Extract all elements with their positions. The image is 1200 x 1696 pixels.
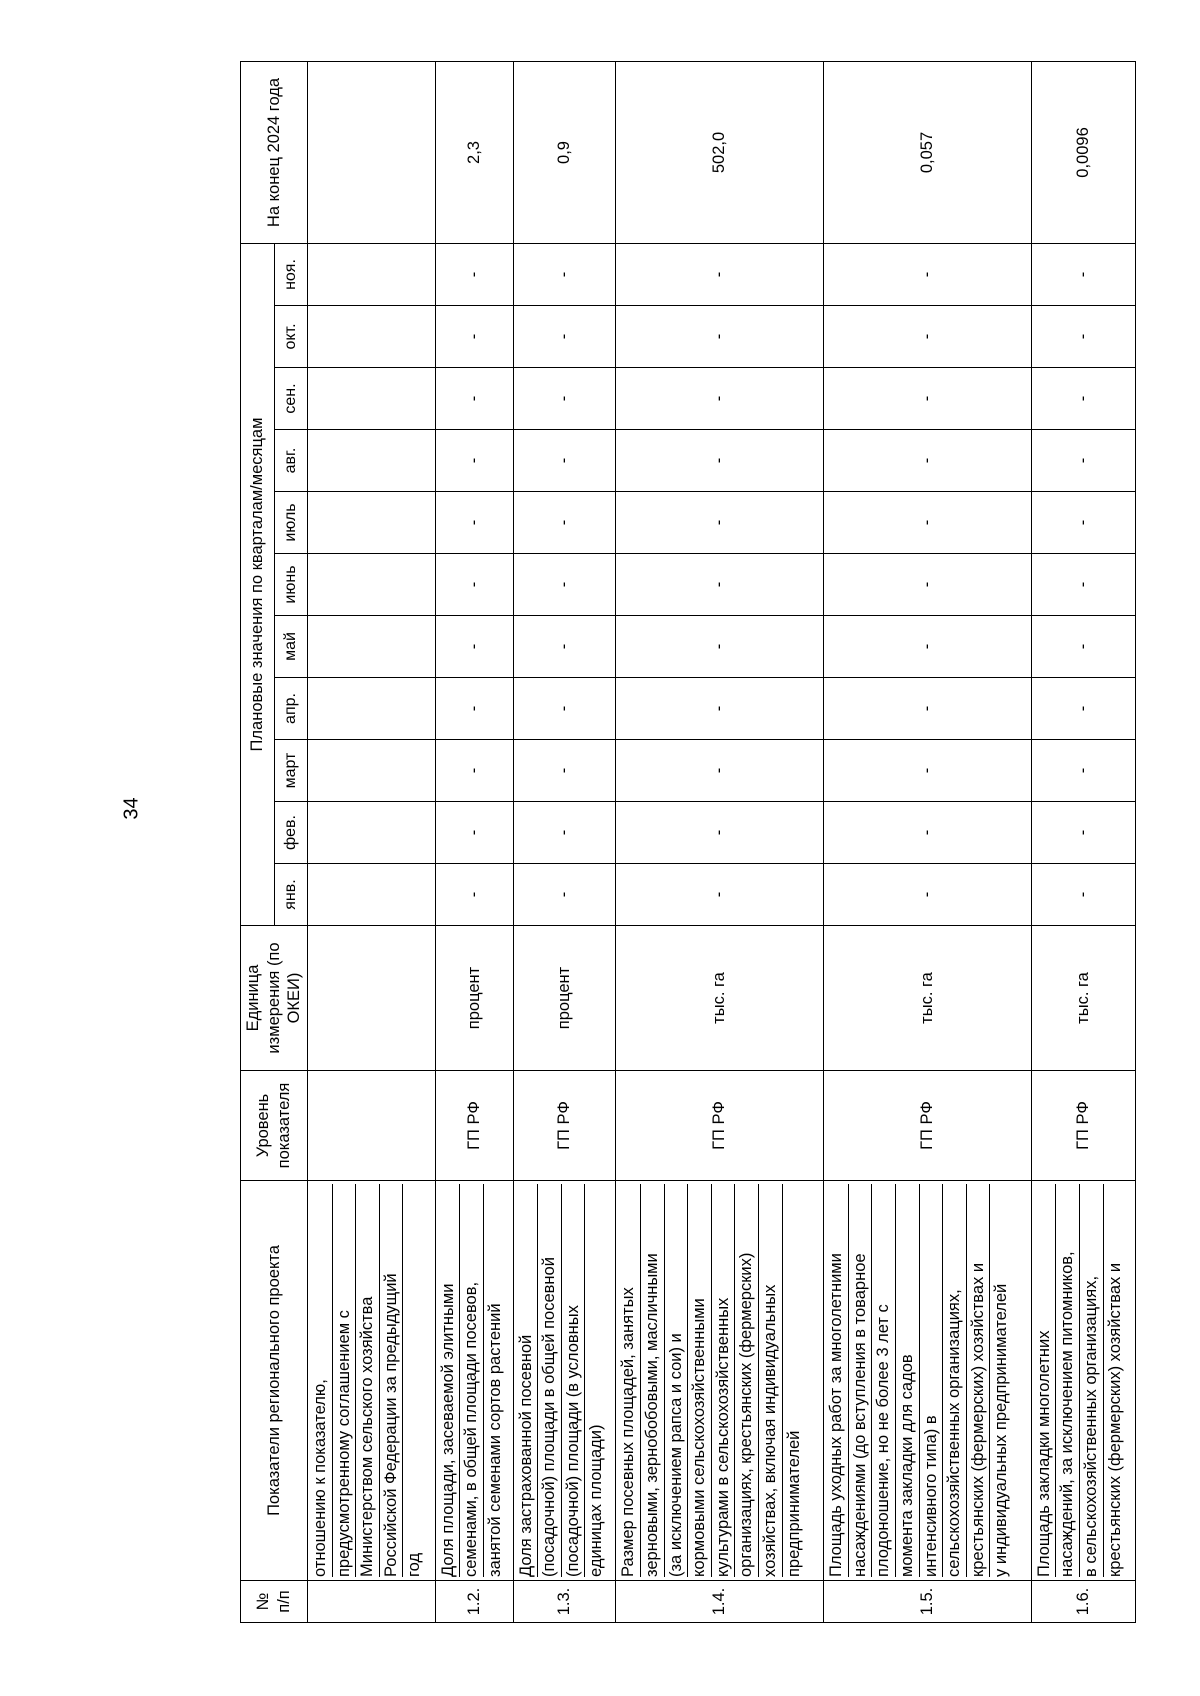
indicator-line: предпринимателей <box>784 1430 803 1577</box>
row-number: 1.2. <box>435 1581 513 1623</box>
header-month: фев. <box>274 802 307 864</box>
month-value-cell: - <box>1031 678 1135 740</box>
unit-cell: тыс. га <box>824 926 1032 1071</box>
month-value-cell: - <box>435 430 513 492</box>
level-cell: ГП РФ <box>824 1071 1032 1181</box>
month-value-cell: - <box>616 678 824 740</box>
indicator-line: занятой семенами сортов растений <box>486 1303 505 1577</box>
month-value-cell: - <box>616 554 824 616</box>
header-level: Уровень показателя <box>241 1071 308 1181</box>
indicator-line: год <box>405 1552 424 1577</box>
month-value-cell <box>307 554 435 616</box>
table-row <box>824 61 1032 1622</box>
indicator-cell <box>616 1181 824 1581</box>
unit-cell <box>307 926 435 1071</box>
month-value-cell: - <box>435 740 513 802</box>
month-value-cell <box>307 740 435 802</box>
month-value-cell <box>307 678 435 740</box>
indicator-cell <box>435 1181 513 1581</box>
month-value-cell <box>307 802 435 864</box>
indicator-line: Министерством сельского хозяйства <box>356 1184 380 1577</box>
end-value-cell: 0,0096 <box>1031 61 1135 243</box>
table-row <box>435 61 513 1622</box>
header-month: авг. <box>274 430 307 492</box>
header-month: июнь <box>274 554 307 616</box>
month-value-cell: - <box>1031 430 1135 492</box>
header-month: май <box>274 616 307 678</box>
indicator-line: хозяйствах, включая индивидуальных <box>759 1184 783 1577</box>
month-value-cell: - <box>824 616 1032 678</box>
month-value-cell: - <box>513 243 616 305</box>
page-number: 34 <box>120 796 143 820</box>
indicator-line: Доля площади, засеваемой элитными <box>437 1184 461 1577</box>
indicator-line: предусмотренному соглашением с <box>333 1184 357 1577</box>
header-month: ноя. <box>274 243 307 305</box>
month-value-cell: - <box>1031 306 1135 368</box>
month-value-cell: - <box>616 740 824 802</box>
indicator-line: зерновыми, зернобобовыми, масличными <box>641 1184 665 1577</box>
month-value-cell <box>307 492 435 554</box>
level-cell: ГП РФ <box>435 1071 513 1181</box>
month-value-cell: - <box>824 802 1032 864</box>
month-value-cell: - <box>1031 492 1135 554</box>
indicator-line: (посадочной) площади в общей посевной <box>538 1184 562 1577</box>
month-value-cell: - <box>1031 802 1135 864</box>
header-month: июль <box>274 492 307 554</box>
row-number <box>307 1581 435 1623</box>
unit-cell: процент <box>513 926 616 1071</box>
rotated-table-wrapper <box>240 73 1124 1623</box>
month-value-cell: - <box>435 616 513 678</box>
table-row <box>513 61 616 1622</box>
month-value-cell: - <box>513 616 616 678</box>
month-value-cell: - <box>435 243 513 305</box>
table-row <box>1031 61 1135 1622</box>
month-value-cell: - <box>435 554 513 616</box>
unit-cell: процент <box>435 926 513 1071</box>
indicator-line: Размер посевных площадей, занятых <box>617 1184 641 1577</box>
month-value-cell: - <box>1031 740 1135 802</box>
month-value-cell: - <box>824 492 1032 554</box>
indicator-line: организациях, крестьянских (фермерских) <box>735 1184 759 1577</box>
month-value-cell: - <box>513 678 616 740</box>
month-value-cell <box>307 306 435 368</box>
month-value-cell: - <box>435 492 513 554</box>
month-value-cell: - <box>435 802 513 864</box>
indicator-line: семенами, в общей площади посевов, <box>460 1184 484 1577</box>
indicator-line: (посадочной) площади (в условных <box>562 1184 586 1577</box>
indicator-line: отношению к показателю, <box>309 1184 333 1577</box>
month-value-cell: - <box>824 243 1032 305</box>
month-value-cell: - <box>824 864 1032 926</box>
month-value-cell: - <box>616 864 824 926</box>
indicator-line: интенсивного типа) в <box>920 1184 944 1577</box>
month-value-cell: - <box>824 306 1032 368</box>
month-value-cell: - <box>616 492 824 554</box>
month-value-cell <box>307 430 435 492</box>
header-month: окт. <box>274 306 307 368</box>
header-month: сен. <box>274 368 307 430</box>
month-value-cell: - <box>616 368 824 430</box>
end-value-cell: 0,057 <box>824 61 1032 243</box>
indicator-line: насаждений, за исключением питомников, <box>1056 1184 1080 1577</box>
end-value-cell <box>307 61 435 243</box>
row-number: 1.4. <box>616 1581 824 1623</box>
indicator-cell <box>307 1181 435 1581</box>
month-value-cell <box>307 616 435 678</box>
header-end: На конец 2024 года <box>241 61 308 243</box>
indicator-cell <box>1031 1181 1135 1581</box>
month-value-cell <box>307 368 435 430</box>
indicator-line: сельскохозяйственных организациях, <box>943 1184 967 1577</box>
unit-cell: тыс. га <box>616 926 824 1071</box>
month-value-cell: - <box>435 678 513 740</box>
month-value-cell: - <box>616 306 824 368</box>
month-value-cell: - <box>513 492 616 554</box>
indicator-cell <box>824 1181 1032 1581</box>
row-number: 1.5. <box>824 1581 1032 1623</box>
indicators-table <box>240 61 1136 1623</box>
month-value-cell: - <box>824 678 1032 740</box>
table-row <box>307 61 435 1622</box>
month-value-cell: - <box>513 368 616 430</box>
indicator-line: плодоношение, но не более 3 лет с <box>872 1184 896 1577</box>
indicator-line: в сельскохозяйственных организациях, <box>1080 1184 1104 1577</box>
indicator-line: крестьянских (фермерских) хозяйствах и <box>1105 1262 1124 1577</box>
header-num: № п/п <box>241 1581 308 1623</box>
header-month: апр. <box>274 678 307 740</box>
month-value-cell: - <box>616 243 824 305</box>
indicator-line: у индивидуальных предпринимателей <box>992 1283 1011 1577</box>
row-number: 1.3. <box>513 1581 616 1623</box>
month-value-cell: - <box>616 430 824 492</box>
month-value-cell: - <box>435 368 513 430</box>
month-value-cell: - <box>824 740 1032 802</box>
indicator-line: насаждениями (до вступления в товарное <box>849 1184 873 1577</box>
end-value-cell: 0,9 <box>513 61 616 243</box>
indicator-cell <box>513 1181 616 1581</box>
month-value-cell: - <box>616 616 824 678</box>
month-value-cell: - <box>513 802 616 864</box>
month-value-cell: - <box>435 864 513 926</box>
month-value-cell: - <box>513 306 616 368</box>
indicator-line: Доля застрахованной посевной <box>515 1184 539 1577</box>
month-value-cell: - <box>513 430 616 492</box>
month-value-cell: - <box>435 306 513 368</box>
header-month: март <box>274 740 307 802</box>
month-value-cell: - <box>1031 554 1135 616</box>
indicator-line: Площадь закладки многолетних <box>1033 1184 1057 1577</box>
month-value-cell: - <box>513 864 616 926</box>
month-value-cell: - <box>824 430 1032 492</box>
indicator-line: единицах площади) <box>587 1424 606 1577</box>
month-value-cell: - <box>1031 616 1135 678</box>
month-value-cell: - <box>1031 368 1135 430</box>
row-number: 1.6. <box>1031 1581 1135 1623</box>
indicator-line: момента закладки для садов <box>896 1184 920 1577</box>
month-value-cell <box>307 864 435 926</box>
level-cell <box>307 1071 435 1181</box>
end-value-cell: 2,3 <box>435 61 513 243</box>
indicator-line: (за исключением рапса и сои) и <box>665 1184 689 1577</box>
level-cell: ГП РФ <box>513 1071 616 1181</box>
month-value-cell <box>307 243 435 305</box>
month-value-cell: - <box>824 368 1032 430</box>
month-value-cell: - <box>824 554 1032 616</box>
level-cell: ГП РФ <box>616 1071 824 1181</box>
unit-cell: тыс. га <box>1031 926 1135 1071</box>
header-planned: Плановые значения по кварталам/месяцам <box>241 243 275 925</box>
header-unit: Единица измерения (по ОКЕИ) <box>241 926 308 1071</box>
end-value-cell: 502,0 <box>616 61 824 243</box>
indicator-line: Российской Федерации за предыдущий <box>380 1184 404 1577</box>
month-value-cell: - <box>1031 864 1135 926</box>
header-indicator: Показатели регионального проекта <box>241 1181 308 1581</box>
month-value-cell: - <box>616 802 824 864</box>
indicator-line: Площадь уходных работ за многолетними <box>825 1184 849 1577</box>
month-value-cell: - <box>513 740 616 802</box>
month-value-cell: - <box>513 554 616 616</box>
month-value-cell: - <box>1031 243 1135 305</box>
table-body <box>307 61 1135 1622</box>
indicator-line: культурами в сельскохозяйственных <box>712 1184 736 1577</box>
indicator-line: кормовыми сельскохозяйственными <box>688 1184 712 1577</box>
table-row <box>616 61 824 1622</box>
header-month: янв. <box>274 864 307 926</box>
level-cell: ГП РФ <box>1031 1071 1135 1181</box>
indicator-line: крестьянских (фермерских) хозяйствах и <box>967 1184 991 1577</box>
